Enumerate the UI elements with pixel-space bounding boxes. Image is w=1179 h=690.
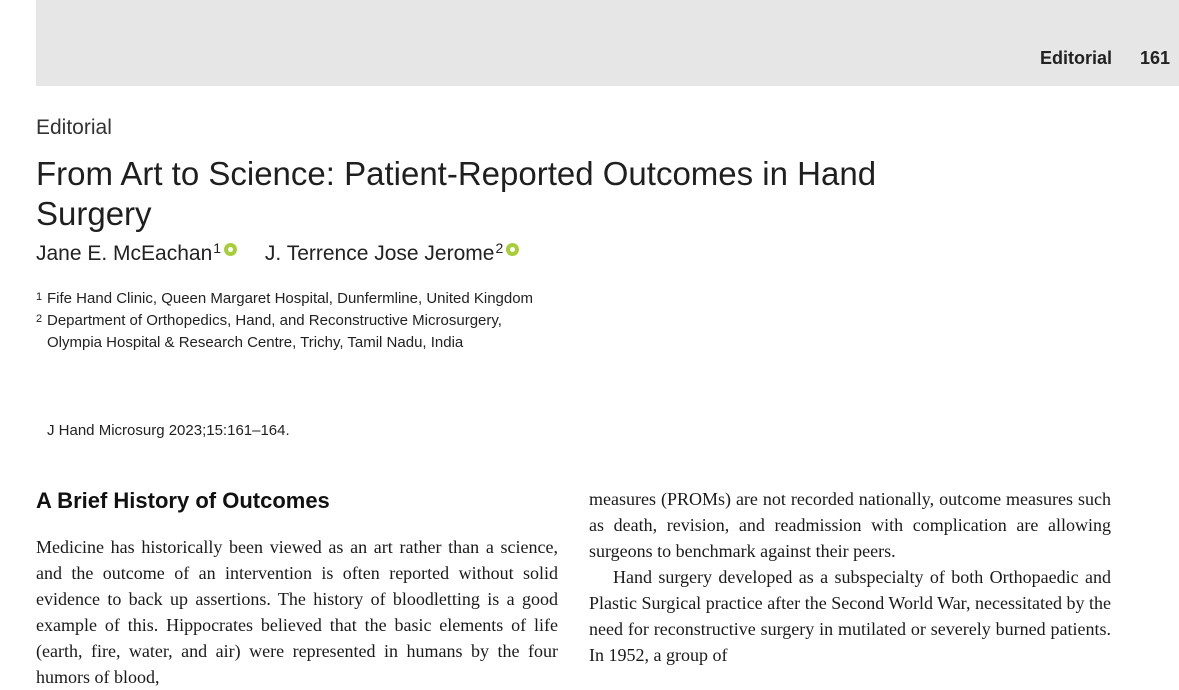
affiliation-list: [36, 288, 556, 354]
body-paragraph: measures (PROMs) are not recorded nationally, outcome measures such as death, revision, and readmission with complication are allowing surgeons to benchmark against their peers.: [589, 489, 1111, 561]
page-number: 161: [1139, 48, 1170, 68]
affiliation-marker: 2: [36, 313, 43, 325]
section-heading: A Brief History of Outcomes: [36, 488, 330, 513]
author-1: [36, 242, 237, 266]
body-column-left: [36, 488, 558, 690]
body-paragraph: Hand surgery developed as a subspecialty of both Orthopaedic and Plastic Surgical practice after the Second World War, necessitated by the need for reconstructive surgery in mutilated or severely burned patients. In 1952, a group of: [589, 567, 1111, 665]
author-list: [36, 242, 519, 266]
article-title: From Art to Science: Patient-Reported Outcomes in Hand Surgery: [36, 155, 877, 232]
affiliation-1: [36, 288, 556, 310]
running-header: [36, 0, 1179, 86]
body-paragraph: Medicine has historically been viewed as an art rather than a science, and the outcome of an intervention is often reported without solid evidence to back up assertions. The history of bloodletting is a good example of this. Hippocrates believed that the basic elements of life (earth, fire, water, and air) were represented in humans by the four humors of blood,: [36, 537, 558, 687]
affiliation-text: Department of Orthopedics, Hand, and Reconstructive Microsurgery, Olympia Hospital & Research Centre, Trichy, Tamil Nadu, India: [47, 312, 502, 351]
journal-citation: J Hand Microsurg 2023;15:161–164.: [47, 422, 290, 439]
orcid-icon[interactable]: [506, 243, 519, 256]
affiliation-marker: 1: [36, 291, 43, 303]
author-name: J. Terrence Jose Jerome: [264, 242, 495, 265]
running-header-section: Editorial: [1039, 48, 1112, 68]
author-name: Jane E. McEachan: [36, 242, 213, 265]
body-column-right: [589, 486, 1111, 668]
affiliation-text: Fife Hand Clinic, Queen Margaret Hospital, Dunfermline, United Kingdom: [47, 290, 534, 307]
orcid-icon[interactable]: [224, 243, 237, 256]
author-2: [265, 242, 519, 266]
author-affiliation-marker: 1: [213, 240, 222, 256]
affiliation-2: [36, 310, 556, 354]
author-affiliation-marker: 2: [495, 240, 504, 256]
article-type: Editorial: [36, 116, 112, 139]
